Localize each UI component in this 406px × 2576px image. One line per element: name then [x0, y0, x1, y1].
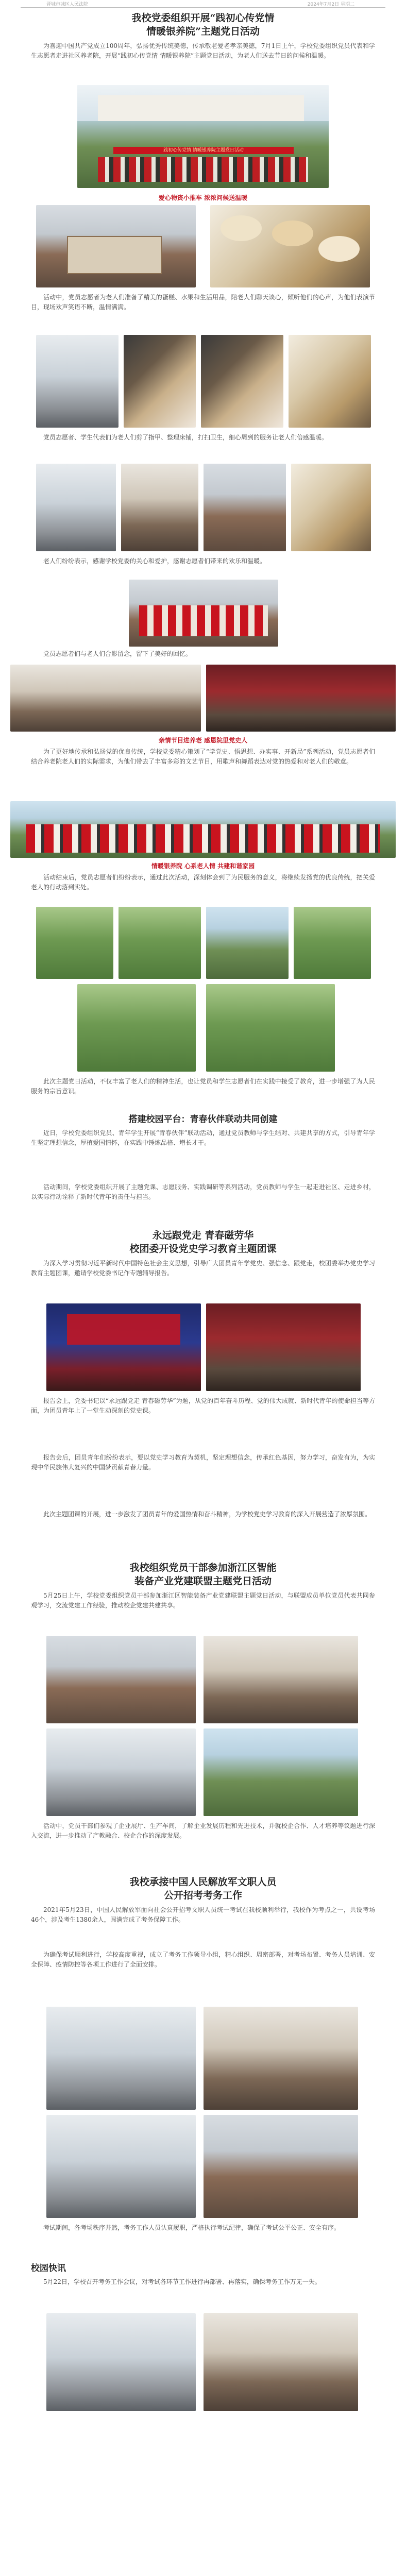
section1-title: 我校党委组织开展“践初心传党情 情暖银养院”主题党日活动	[131, 12, 275, 37]
photo-planting-1	[77, 984, 196, 1072]
photo-cakes	[210, 205, 370, 287]
section1-para6: 为了更好地传承和弘扬党的优良传统，学校党委精心策划了“学党史、悟思想、办实事、开新局”系列活动，党员志愿者们结合养老院老人们的实际需求，为他们带去了丰富多彩的文艺节目，用歌声和舞蹈表达对党的热爱和对老人们的敬意。	[31, 748, 375, 765]
photo-care-1	[121, 464, 198, 551]
photo-planting-2	[206, 984, 335, 1072]
photo-group-red	[10, 801, 396, 858]
section1-para5: 党员志愿者们与老人们合影留念，留下了美好的回忆。	[43, 650, 192, 657]
photo-visit-2	[204, 1636, 358, 1723]
section1-caption3: 情暖银养院 心系老人情 共建和谐家园	[151, 862, 255, 870]
photo-exam-1	[46, 2007, 196, 2110]
photo-garden-2	[119, 907, 201, 979]
photo-meeting-2	[204, 2313, 358, 2411]
photo-food-3	[289, 335, 371, 428]
photo-lecture-1	[46, 1303, 201, 1391]
section3-para3: 报告会后，团员青年们纷纷表示，要以党史学习教育为契机，坚定理想信念，传承红色基因，努力学习，奋发有为，为实现中华民族伟大复兴的中国梦贡献青春力量。	[31, 1454, 375, 1471]
section5-para2: 为确保考试顺利进行，学校高度重视，成立了考务工作领导小组，精心组织、周密部署，对考场布置、考务人员培训、安全保障、疫情防控等各项工作进行了全面安排。	[31, 1951, 375, 1968]
section1-caption2: 亲情节目进养老 感恩院里党史人	[158, 737, 248, 744]
photo-garden-4	[294, 907, 371, 979]
photo-lecture-2	[206, 1303, 361, 1391]
photo-care-3	[291, 464, 371, 551]
group-photo	[77, 85, 329, 188]
photo-food-1	[124, 335, 196, 428]
section3-title: 永远跟党走 青春磁劳华 校团委开设党史学习教育主题团课	[129, 1230, 277, 1255]
section5-para3: 考试期间，各考场秩序井然，考务工作人员认真履职，严格执行考试纪律，确保了考试公平公正、安全有序。	[43, 2224, 341, 2231]
photo-performance-1	[10, 665, 201, 732]
section3-para2: 报告会上，党委书记以“永远跟党走 青春磁劳华”为题，从党的百年奋斗历程、党的伟大成就、新时代青年的使命担当等方面，为团员青年上了一堂生动深刻的党史课。	[31, 1397, 375, 1414]
section1-caption1: 爱心物资小推车 浓浓问候送温暖	[158, 194, 248, 201]
section4-para2: 活动中，党员干部们参观了企业展厅、生产车间，了解企业发展历程和先进技术，并就校企合作、人才培养等议题进行深入交流，进一步推动了产教融合、校企合作的深度发展。	[31, 1822, 375, 1839]
photo-food-2	[201, 335, 283, 428]
section3-para1: 为深入学习贯彻习近平新时代中国特色社会主义思想，引导广大团员青年学党史、强信念、跟党走，校团委举办党史学习教育主题团课，邀请学校党委书记作专题辅导报告。	[31, 1260, 375, 1277]
section4-para1: 5月25日上午，学校党委组织党员干部参加浙江区智能装备产业党建联盟主题党日活动，与联盟成员单位党员代表共同参观学习，交流党建工作经验，推动校企党建共建共享。	[31, 1592, 375, 1609]
section3-para4: 此次主题团课的开展，进一步激发了团员青年的爱国热情和奋斗精神，为学校党史学习教育的深入开展营造了浓厚氛围。	[43, 1511, 371, 1518]
section1-para7: 活动结束后，党员志愿者们纷纷表示，通过此次活动，深刻体会到了为民服务的意义，将继续发扬党的优良传统，把关爱老人的行动落到实处。	[31, 874, 375, 891]
photo-elder-1	[36, 335, 119, 428]
section1-para2: 活动中，党员志愿者为老人们准备了精美的蛋糕、水果和生活用品，陪老人们聊天谈心，倾听他们的心声，为他们表演节目，现场欢声笑语不断，温情满满。	[31, 294, 375, 311]
section5-para1: 2021年5月23日，中国人民解放军面向社会公开招考文职人员统一考试在我校顺利举行，我校作为考点之一，共设考场46个，涉及考生1380余人，圆满完成了考务保障工作。	[31, 1906, 375, 1923]
photo-haircut	[36, 464, 116, 551]
section5-para4: 5月22日，学校召开考务工作会议，对考试各环节工作进行再部署、再落实，确保考务工作万无一失。	[43, 2278, 321, 2285]
photo-gift-cart	[36, 205, 196, 287]
campus-news-heading: 校园快讯	[31, 2263, 66, 2274]
photo-visit-4	[204, 1728, 358, 1816]
header-left: 晋城市城区人民法院	[46, 2, 89, 7]
photo-performance-2	[206, 665, 396, 732]
photo-volunteers	[129, 580, 278, 647]
section1-para4: 老人们纷纷表示，感谢学校党委的关心和爱护，感谢志愿者们带来的欢乐和温暖。	[43, 557, 266, 565]
photo-meeting-1	[46, 2313, 196, 2411]
section1-para3: 党员志愿者、学生代表们为老人们剪了指甲、整理床铺，打扫卫生，细心周到的服务让老人们倍感温暖。	[43, 434, 328, 441]
section2-title: 搭建校园平台：青春伙伴联动共同创建	[128, 1114, 278, 1125]
activity-banner: 践初心传党情 情暖银养院主题党日活动	[113, 147, 294, 154]
section2-para2: 活动期间，学校党委组织开展了主题党课、志愿服务、实践调研等系列活动，党员教师与学生一起走进社区、走进乡村，以实际行动诠释了新时代青年的责任与担当。	[31, 1183, 375, 1200]
page-header	[21, 0, 385, 8]
photo-garden-3	[206, 907, 289, 979]
photo-visit-3	[46, 1728, 196, 1816]
photo-exam-3	[46, 2115, 196, 2218]
section2-para1: 近日，学校党委组织党员、青年学生开展“青春伙伴”联动活动，通过党员教师与学生结对、共建共享的方式，引导青年学生坚定理想信念，厚植爱国情怀，在实践中锤炼品格、增长才干。	[31, 1129, 375, 1146]
photo-exam-2	[204, 2007, 358, 2110]
photo-care-2	[204, 464, 286, 551]
header-right: 2024年7月2日 星期二	[307, 2, 354, 7]
section1-intro: 为喜迎中国共产党成立100周年，弘扬优秀传统美德，传承敬老爱老孝亲美德，7月1日上午，学校党委组织党员代表和学生志愿者走进社区养老院，开展“践初心传党情 情暖银养院”主题党日活动，为老人们送去节日的问候和温暖。	[31, 42, 375, 59]
photo-exam-4	[204, 2115, 358, 2218]
section5-title: 我校承接中国人民解放军文职人员 公开招考考务工作	[129, 1876, 277, 1901]
photo-visit-1	[46, 1636, 196, 1723]
section1-para8: 此次主题党日活动，不仅丰富了老人们的精神生活，也让党员和学生志愿者们在实践中接受了教育，进一步增强了为人民服务的宗旨意识。	[31, 1078, 375, 1095]
section4-title: 我校组织党员干部参加浙江区智能 装备产业党建联盟主题党日活动	[129, 1562, 277, 1587]
photo-garden-1	[36, 907, 113, 979]
